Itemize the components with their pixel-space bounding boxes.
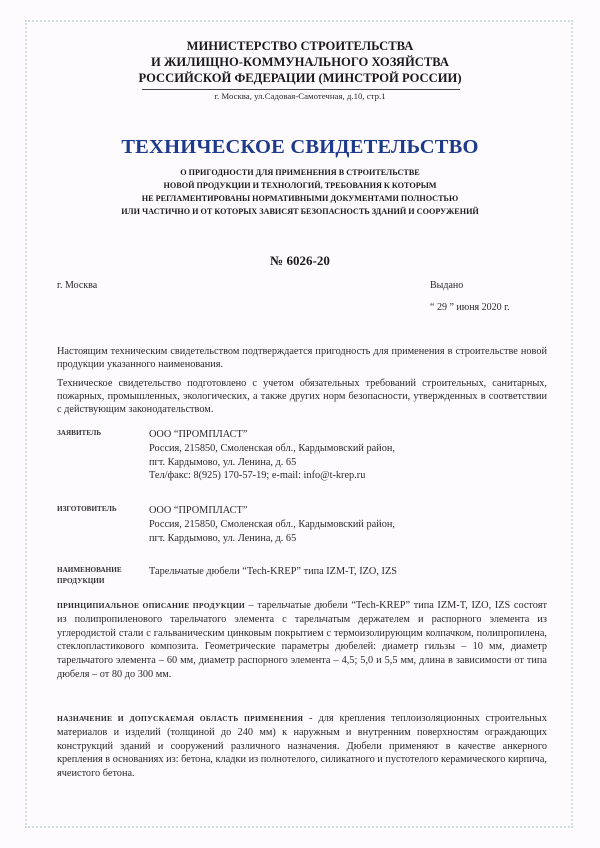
manufacturer-line: ООО “ПРОМПЛАСТ” bbox=[149, 505, 248, 516]
issued-label: Выдано bbox=[430, 280, 464, 291]
ministry-line: РОССИЙСКОЙ ФЕДЕРАЦИИ (МИНСТРОЙ РОССИИ) bbox=[138, 71, 462, 85]
requirements-paragraph: Техническое свидетельство подготовлено с учетом обязательных требований строительных, санитарных, пожарных, промышленных, экологических, а также других норм безопасности, утвержденных в соответствии с действующим законодательством. bbox=[57, 378, 547, 415]
subtitle-line: О ПРИГОДНОСТИ ДЛЯ ПРИМЕНЕНИЯ В СТРОИТЕЛЬСТВЕ bbox=[180, 168, 420, 177]
ministry-line: И ЖИЛИЩНО-КОММУНАЛЬНОГО ХОЗЯЙСТВА bbox=[151, 55, 449, 69]
product-label bbox=[57, 565, 122, 586]
subtitle-line: НЕ РЕГЛАМЕНТИРОВАНЫ НОРМАТИВНЫМИ ДОКУМЕНТАМИ ПОЛНОСТЬЮ bbox=[141, 194, 459, 203]
purpose-text: - для крепления теплоизоляционных строительных материалов и изделий (толщиной до 240 мм) к наружным и внутренним поверхностям ограждающих конструкций зданий и сооружений различного назначения. Дюбели применяют в качестве анкерного крепления в основаниях из: бетона, кладки из полнотелого, силикатного и пустотелого керамического кирпича, ячеистого бетона. bbox=[57, 713, 547, 780]
description-text: – тарельчатые дюбели “Tech-KREP” типа IZM-T, IZO, IZS состоят из полипропиленового тарельчатого элемента с тарельчатым держателем и распорного элемента из углеродистой стали с гальваническим цинковым покрытием с термоизолирующим колпачком, полипропилена, стеклопластикового композита. Геометрические параметры дюбелей: диаметр гильзы – 10 мм, диаметр тарельчатого элемента – 60 мм, диаметр распорного элемента – 4,5; 5,0 и 5,5 мм, длина в зависимости от типа дюбеля – от 80 до 300 мм. bbox=[57, 600, 547, 680]
applicant-line: ООО “ПРОМПЛАСТ” bbox=[149, 429, 248, 440]
manufacturer-label: ИЗГОТОВИТЕЛЬ bbox=[57, 505, 117, 513]
purpose-caption: НАЗНАЧЕНИЕ И ДОПУСКАЕМАЯ ОБЛАСТЬ ПРИМЕНЕНИЯ bbox=[57, 714, 304, 723]
issue-city: г. Москва bbox=[57, 280, 98, 291]
product-label-line: НАИМЕНОВАНИЕ bbox=[57, 566, 122, 574]
applicant-line: Тел/факс: 8(925) 170-57-19; e-mail: info@t-krep.ru bbox=[149, 470, 366, 482]
document-title: ТЕХНИЧЕСКОЕ СВИДЕТЕЛЬСТВО bbox=[121, 136, 479, 158]
manufacturer-details bbox=[149, 504, 395, 545]
subtitle-line: НОВОЙ ПРОДУКЦИИ И ТЕХНОЛОГИЙ, ТРЕБОВАНИЯ К КОТОРЫМ bbox=[163, 181, 437, 190]
manufacturer-line: Россия, 215850, Смоленская обл., Кардымовский район, bbox=[149, 518, 395, 530]
applicant-line: Россия, 215850, Смоленская обл., Кардымовский район, bbox=[149, 442, 395, 454]
applicant-line: пгт. Кардымово, ул. Ленина, д. 65 bbox=[149, 456, 297, 468]
ministry-address: г. Москва, ул.Садовая-Самотечная, д.10, стр.1 bbox=[214, 91, 386, 101]
certificate-number: № 6026-20 bbox=[270, 253, 330, 268]
document-subtitle bbox=[0, 166, 600, 218]
ministry-header bbox=[0, 38, 600, 86]
header-divider bbox=[142, 89, 460, 90]
description-caption: ПРИНЦИПИАЛЬНОЕ ОПИСАНИЕ ПРОДУКЦИИ bbox=[57, 601, 245, 610]
subtitle-line: ИЛИ ЧАСТИЧНО И ОТ КОТОРЫХ ЗАВИСЯТ БЕЗОПАСНОСТЬ ЗДАНИЙ И СООРУЖЕНИЙ bbox=[121, 207, 479, 216]
ministry-line: МИНИСТЕРСТВО СТРОИТЕЛЬСТВА bbox=[186, 39, 414, 53]
purpose-block bbox=[57, 712, 547, 781]
manufacturer-line: пгт. Кардымово, ул. Ленина, д. 65 bbox=[149, 532, 297, 544]
product-label-line: ПРОДУКЦИИ bbox=[57, 576, 105, 585]
intro-paragraph: Настоящим техническим свидетельством подтверждается пригодность для применения в строительстве новой продукции указанного наименования. bbox=[57, 346, 547, 370]
applicant-details bbox=[149, 428, 395, 483]
product-name: Тарельчатые дюбели “Tech-KREP” типа IZM-T, IZO, IZS bbox=[149, 566, 397, 577]
applicant-label: ЗАЯВИТЕЛЬ bbox=[57, 429, 102, 437]
issued-date: “ 29 ” июня 2020 г. bbox=[430, 302, 510, 313]
description-block bbox=[57, 599, 547, 682]
